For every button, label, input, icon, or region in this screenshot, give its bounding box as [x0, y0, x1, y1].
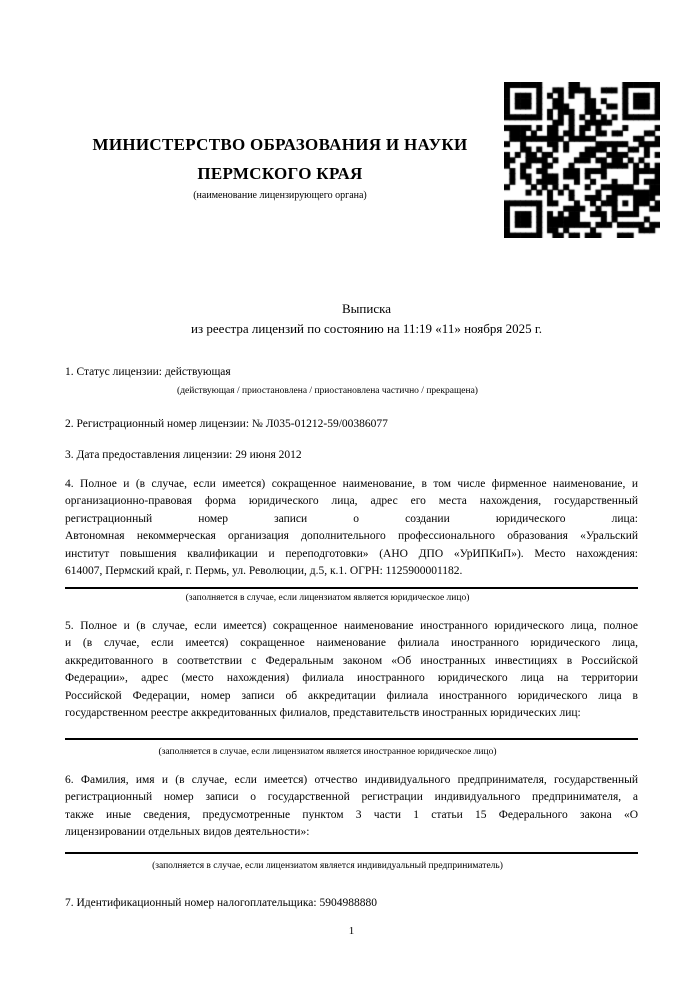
paragraph-line: 5. Полное и (в случае, если имеется) сокращенное наименование иностранного юридического лица, полное — [65, 620, 638, 632]
qr-code-canvas — [504, 82, 660, 238]
paragraph-line: Автономная некоммерческая организация дополнительного профессионального образования «Уральский — [65, 530, 638, 543]
license-status-item: 1. Статус лицензии: действующая — [65, 366, 231, 378]
foreign-entity-caption: (заполняется в случае, если лицензиатом является иностранное юридическое лицо) — [158, 747, 497, 757]
document-title-line2: из реестра лицензий по состоянию на 11:19 «11» ноября 2025 г. — [191, 321, 542, 336]
paragraph-line: институт повышения квалификации и переподготовки» (АНО ДПО «УрИПКиП»). Место нахождения: — [65, 547, 638, 560]
individual-entrepreneur-item — [65, 772, 638, 842]
grant-date-item: 3. Дата предоставления лицензии: 29 июня 2012 — [65, 449, 302, 461]
paragraph-line: государственном реестре аккредитованных филиалов, представительств иностранных юридических лиц: — [65, 707, 581, 720]
paragraph-line: Федерации», адрес (место нахождения) филиала иностранного юридического лица на территории — [65, 672, 638, 685]
registration-number-item: 2. Регистрационный номер лицензии: № Л035-01212-59/00386077 — [65, 418, 388, 430]
legal-entity-separator-line — [65, 587, 638, 589]
paragraph-line: Российской Федерации, номер записи об аккредитации филиала иностранного юридического лица в — [65, 689, 638, 702]
paragraph-line: регистрационный номер записи о государственной регистрации индивидуального предпринимателя, а — [65, 791, 638, 804]
issuing-authority-caption: (наименование лицензирующего органа) — [193, 190, 367, 201]
paragraph-line: также иные сведения, предусмотренные пунктом 3 части 1 статьи 15 Федерального закона «О — [65, 808, 638, 821]
qr-code — [504, 82, 660, 238]
page-number: 1 — [348, 925, 355, 937]
legal-entity-item — [65, 476, 638, 580]
individual-entrepreneur-caption: (заполняется в случае, если лицензиатом является индивидуальный предприниматель) — [152, 861, 503, 871]
issuing-authority-header — [65, 130, 495, 203]
individual-entrepreneur-separator-line — [65, 852, 638, 854]
paragraph-line: 6. Фамилия, имя и (в случае, если имеется) отчество индивидуального предпринимателя, государственный — [65, 774, 638, 786]
paragraph-line: 4. Полное и (в случае, если имеется) сокращенное наименование, в том числе фирменное наименование, и — [65, 478, 638, 490]
taxpayer-id-item: 7. Идентификационный номер налогоплательщика: 5904988880 — [65, 897, 377, 909]
ministry-name-line2: ПЕРМСКОГО КРАЯ — [197, 164, 363, 183]
paragraph-line: аккредитованного в соответствии с Федеральным законом «Об иностранных инвестициях в Российской — [65, 654, 638, 667]
ministry-name-line1: МИНИСТЕРСТВО ОБРАЗОВАНИЯ И НАУКИ — [92, 135, 468, 154]
paragraph-line: лицензировании отдельных видов деятельности»: — [65, 826, 310, 839]
paragraph-line: 614007, Пермский край, г. Пермь, ул. Революции, д.5, к.1. ОГРН: 1125900001182. — [65, 565, 463, 578]
foreign-entity-item — [65, 618, 638, 722]
document-title-line1: Выписка — [342, 301, 391, 316]
legal-entity-caption: (заполняется в случае, если лицензиатом является юридическое лицо) — [185, 593, 470, 603]
license-status-caption: (действующая / приостановлена / приостановлена частично / прекращена) — [177, 386, 478, 396]
document-title — [80, 299, 653, 339]
paragraph-line: регистрационный номер записи о создании юридического лица: — [65, 512, 638, 525]
paragraph-line: организационно-правовая форма юридического лица, адрес его места нахождения, государственный — [65, 495, 638, 508]
paragraph-line: и (в случае, если имеется) сокращенное наименование филиала иностранного юридического лица, — [65, 637, 638, 650]
foreign-entity-separator-line — [65, 738, 638, 740]
